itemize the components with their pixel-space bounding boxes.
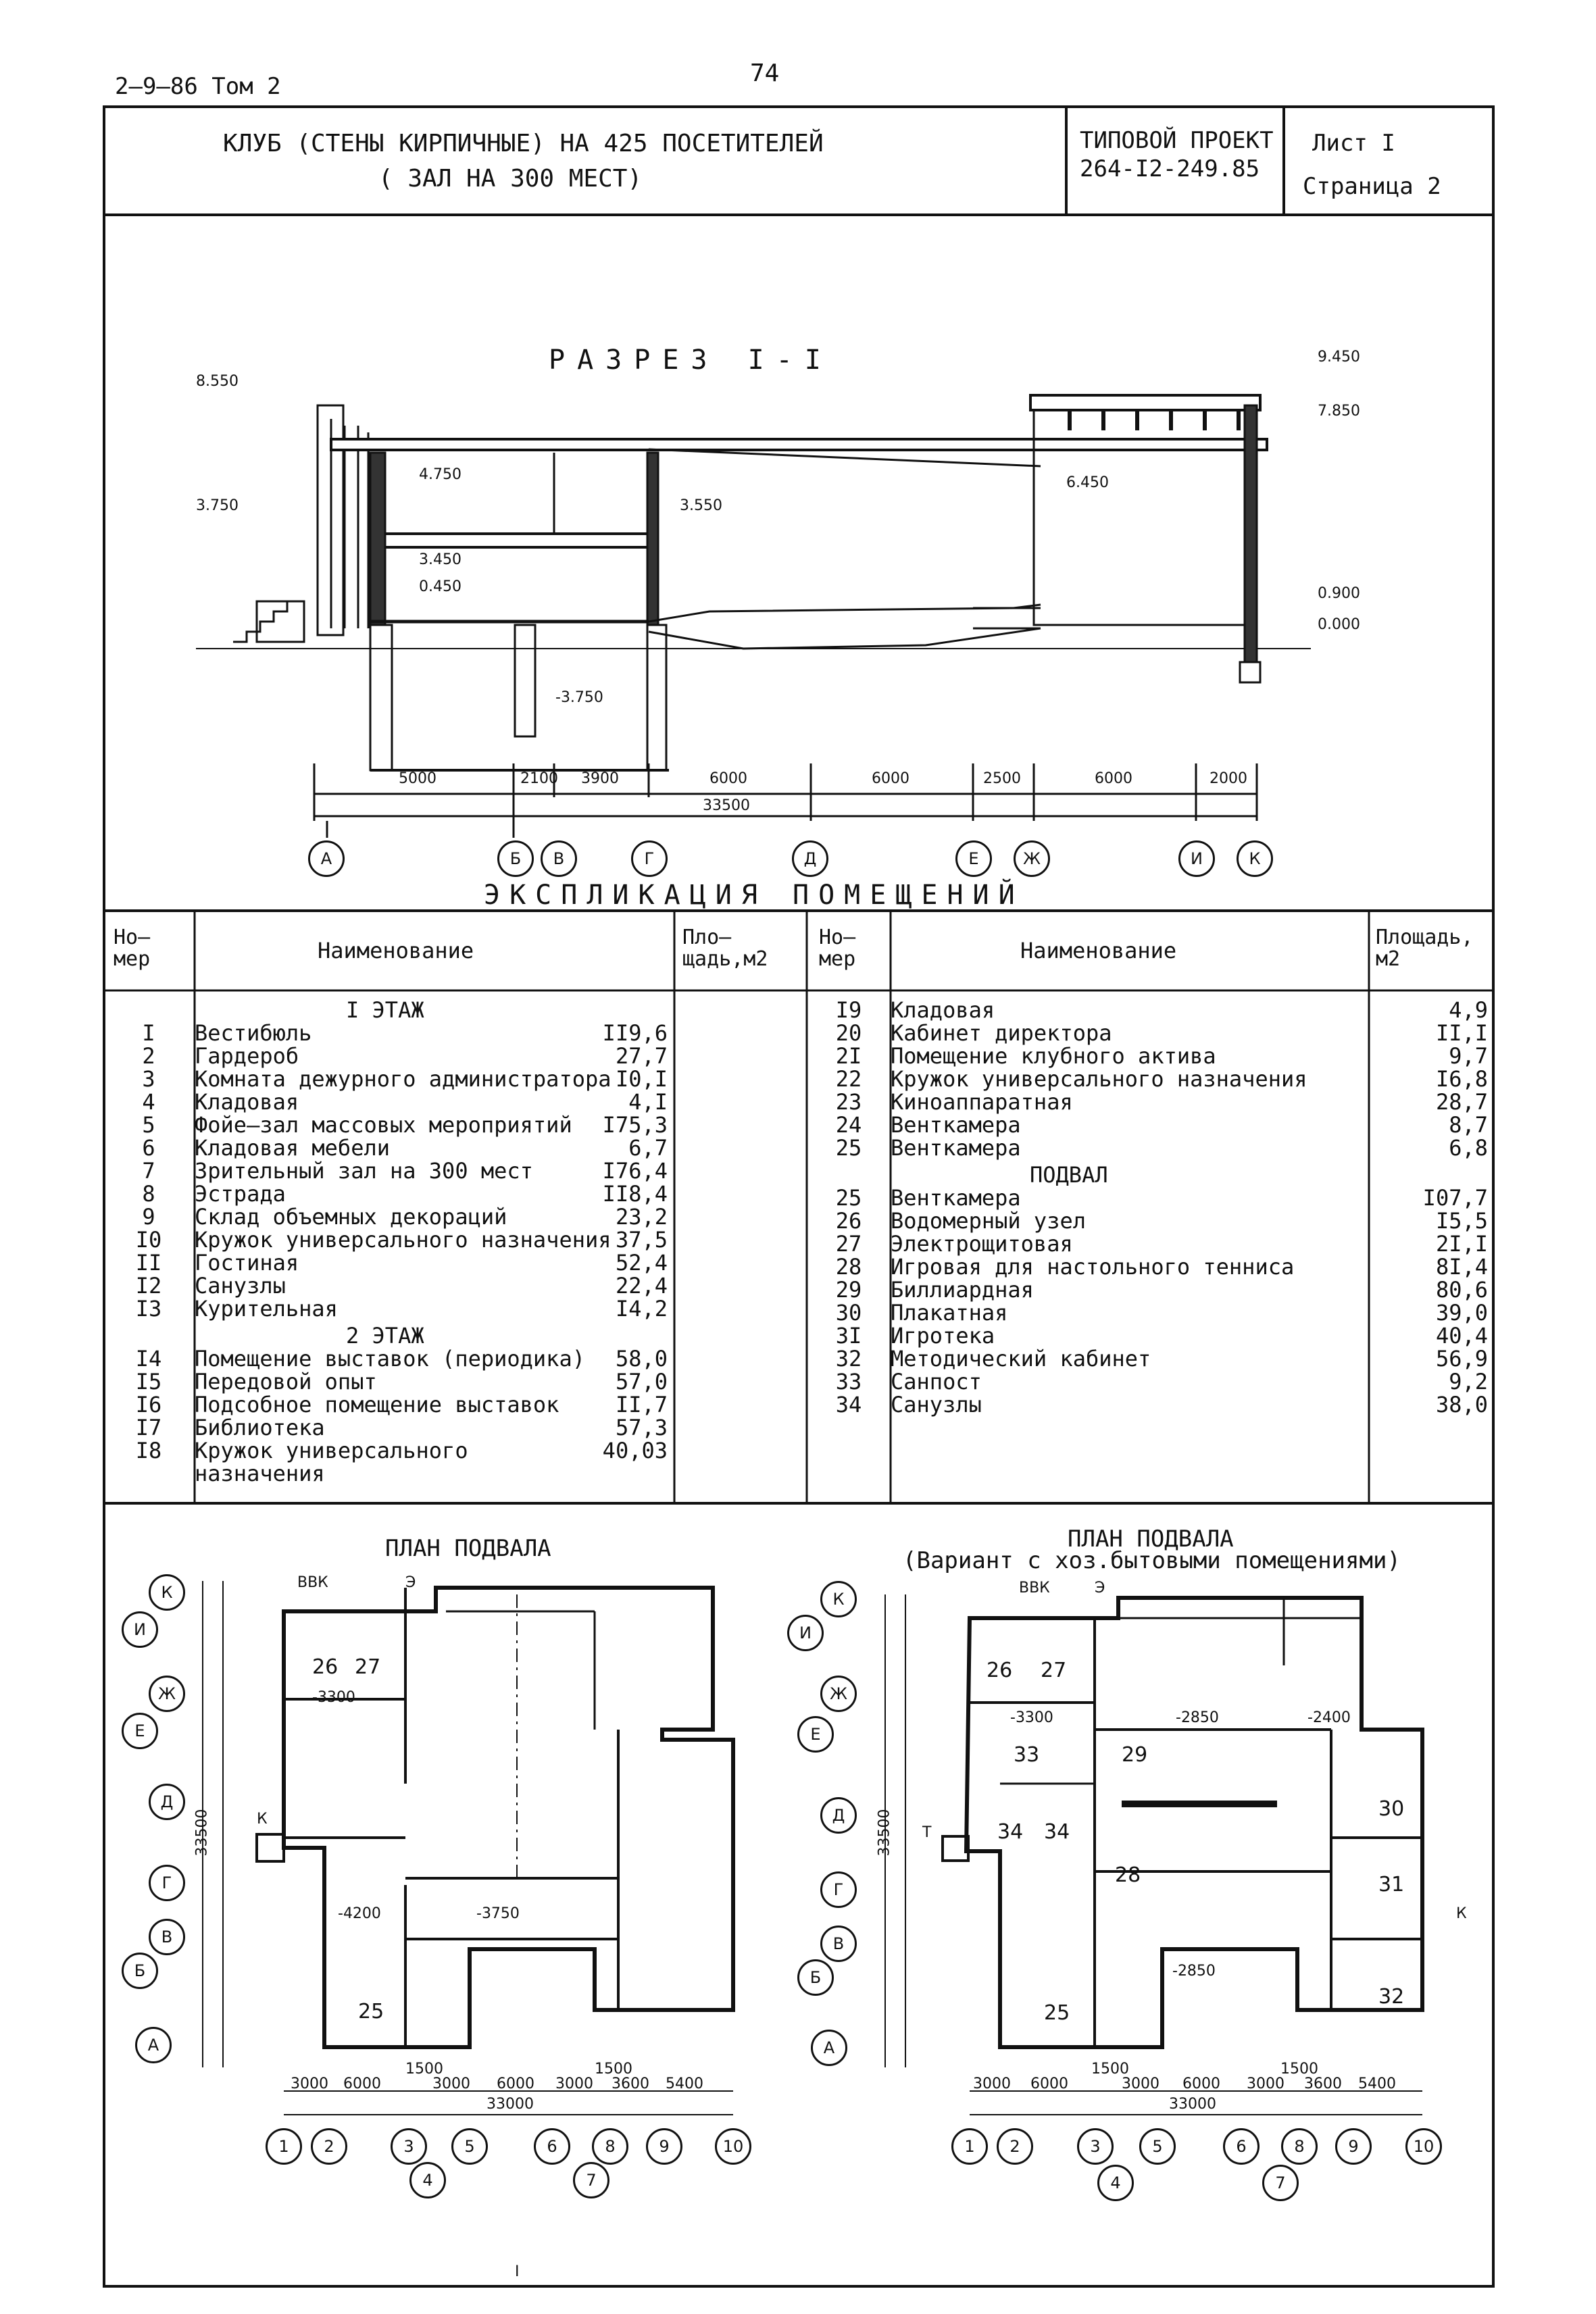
- room-area: 4,9: [1449, 997, 1488, 1023]
- floor-heading: I ЭТАЖ: [346, 997, 424, 1023]
- level-mark: 0.450: [419, 578, 462, 595]
- room-number: 20: [835, 1020, 862, 1046]
- room-area: 8I,4: [1435, 1254, 1488, 1280]
- axis-marker: 6: [1223, 2128, 1260, 2165]
- room-number: 34: [1044, 1820, 1070, 1844]
- floor-heading: ПОДВАЛ: [1030, 1162, 1108, 1188]
- section-dim: 6000: [872, 770, 909, 787]
- pipe-label: К: [257, 1811, 268, 1828]
- room-number: 24: [835, 1112, 862, 1138]
- room-name: Кладовая: [891, 997, 995, 1023]
- room-area: II,I: [1435, 1020, 1488, 1046]
- axis-marker: Д: [149, 1784, 185, 1820]
- axis-marker: В: [149, 1919, 185, 1955]
- plan2-subtitle: (Вариант с хоз.бытовыми помещениями): [903, 1547, 1401, 1574]
- axis-marker: К: [820, 1581, 857, 1617]
- room-name: Эстрада: [195, 1181, 286, 1207]
- room-number: 25: [358, 2000, 384, 2023]
- axis-marker: А: [811, 2030, 847, 2066]
- plan-dim: 6000: [497, 2076, 534, 2092]
- room-area: 40,4: [1435, 1323, 1488, 1349]
- level-mark: 8.550: [196, 373, 239, 390]
- room-area: 27,7: [615, 1043, 668, 1069]
- level-mark: 3.550: [680, 497, 722, 514]
- room-area: 9,2: [1449, 1369, 1488, 1394]
- axis-marker: Е: [122, 1713, 158, 1749]
- room-name: Методический кабинет: [891, 1346, 1151, 1372]
- room-number: 32: [835, 1346, 862, 1372]
- section-dim: 6000: [1095, 770, 1132, 787]
- pipe-label: ВВК: [1019, 1580, 1050, 1596]
- room-number: I2: [135, 1273, 162, 1299]
- axis-marker: 2: [997, 2128, 1033, 2165]
- room-number: I8: [135, 1438, 162, 1463]
- room-area: 40,03: [602, 1438, 668, 1463]
- room-area: I75,3: [602, 1112, 668, 1138]
- page-number: 74: [750, 59, 780, 87]
- room-number: 2: [142, 1043, 155, 1069]
- room-area: 52,4: [615, 1250, 668, 1276]
- section-dim: 5000: [399, 770, 437, 787]
- room-number: I0: [135, 1227, 162, 1253]
- room-area: I76,4: [602, 1158, 668, 1184]
- room-area: I0,I: [615, 1066, 668, 1092]
- axis-marker: Б: [122, 1953, 158, 1989]
- room-name: Помещение клубного актива: [891, 1043, 1216, 1069]
- section-dim: 2000: [1210, 770, 1247, 787]
- level-mark: 7.850: [1318, 403, 1360, 420]
- room-number: 29: [835, 1277, 862, 1303]
- pipe-label: ВВК: [297, 1574, 328, 1591]
- project-title-line2: ( ЗАЛ НА 300 МЕСТ): [378, 165, 643, 193]
- axis-marker: 4: [409, 2162, 446, 2198]
- room-area: 57,0: [615, 1369, 668, 1394]
- room-name: Кружок универсального назначения: [891, 1066, 1307, 1092]
- room-name: Санузлы: [195, 1273, 286, 1299]
- axis-marker: 10: [1405, 2128, 1442, 2165]
- room-number: 8: [142, 1181, 155, 1207]
- room-number: 6: [142, 1135, 155, 1161]
- pipe-label: К: [1456, 1905, 1467, 1922]
- axis-marker: Б: [497, 840, 534, 877]
- room-number: 25: [835, 1185, 862, 1211]
- room-number: 30: [835, 1300, 862, 1326]
- axis-marker: 4: [1097, 2165, 1134, 2201]
- section-dim: 2100: [520, 770, 558, 787]
- room-number: 31: [1378, 1873, 1405, 1896]
- room-area: 38,0: [1435, 1392, 1488, 1417]
- section-title: РАЗРЕЗ I-I: [549, 345, 833, 376]
- page-label: Страница 2: [1303, 173, 1441, 200]
- room-area: 58,0: [615, 1346, 668, 1372]
- axis-marker: 5: [1139, 2128, 1176, 2165]
- room-name: Плакатная: [891, 1300, 1008, 1326]
- axis-marker: Д: [820, 1797, 857, 1834]
- plan-dim: 6000: [1182, 2076, 1220, 2092]
- room-name: Библиотека: [195, 1415, 325, 1440]
- room-name: Электрощитовая: [891, 1231, 1073, 1257]
- room-area: 57,3: [615, 1415, 668, 1440]
- room-name: Венткамера: [891, 1135, 1021, 1161]
- axis-marker: А: [308, 840, 345, 877]
- axis-marker: 6: [534, 2128, 570, 2165]
- project-title-line1: КЛУБ (СТЕНЫ КИРПИЧНЫЕ) НА 425 ПОСЕТИТЕЛЕЙ: [223, 130, 824, 157]
- room-area: 56,9: [1435, 1346, 1488, 1372]
- plan-dim: 3000: [1122, 2076, 1159, 2092]
- axis-marker: Б: [797, 1959, 834, 1996]
- room-name: Кружок универсального назначения: [195, 1438, 468, 1486]
- plan-total-dim-vertical: 33500: [193, 1809, 211, 1857]
- room-area: I6,8: [1435, 1066, 1488, 1092]
- room-number: 27: [355, 1655, 381, 1679]
- room-number: 26: [312, 1655, 339, 1679]
- project-code: 264-I2-249.85: [1080, 155, 1260, 182]
- col-header-area-right: Площадь, м2: [1376, 926, 1474, 971]
- room-area: 6,8: [1449, 1135, 1488, 1161]
- room-number: 4: [142, 1089, 155, 1115]
- room-name: Комната дежурного администратора: [195, 1066, 612, 1092]
- room-area: II,7: [615, 1392, 668, 1417]
- room-area: 22,4: [615, 1273, 668, 1299]
- room-number: 23: [835, 1089, 862, 1115]
- axis-marker: К: [149, 1574, 185, 1611]
- room-number: 25: [1044, 2001, 1070, 2025]
- room-number: I3: [135, 1296, 162, 1322]
- axis-marker: Ж: [149, 1676, 185, 1712]
- axis-marker: 5: [451, 2128, 488, 2165]
- section-dim: 3900: [581, 770, 619, 787]
- room-name: Санпост: [891, 1369, 982, 1394]
- col-header-name-right: Наименование: [1020, 938, 1177, 963]
- plan-total-dim: 33000: [1169, 2096, 1216, 2113]
- room-area: 2I,I: [1435, 1231, 1488, 1257]
- room-number: 27: [835, 1231, 862, 1257]
- room-name: Зрительный зал на 300 мест: [195, 1158, 533, 1184]
- pipe-label: Т: [922, 1824, 932, 1841]
- pipe-label: Э: [1095, 1580, 1105, 1596]
- room-area: 9,7: [1449, 1043, 1488, 1069]
- room-name: Кабинет директора: [891, 1020, 1112, 1046]
- axis-marker: Г: [631, 840, 668, 877]
- axis-marker: И: [122, 1611, 158, 1648]
- axis-marker: 9: [1335, 2128, 1372, 2165]
- room-name: Венткамера: [891, 1112, 1021, 1138]
- room-area: 8,7: [1449, 1112, 1488, 1138]
- room-number: II: [135, 1250, 162, 1276]
- axis-marker: 8: [592, 2128, 628, 2165]
- level-mark: 0.000: [1318, 616, 1360, 633]
- room-area: I07,7: [1422, 1185, 1488, 1211]
- plan-dim: 1500: [1280, 2061, 1318, 2078]
- plan1-title: ПЛАН ПОДВАЛА: [385, 1535, 551, 1562]
- section-cut-label: I: [515, 2263, 520, 2280]
- room-number: I: [142, 1020, 155, 1046]
- col-header-area: Пло– щадь,м2: [682, 926, 768, 971]
- plan-dim: 6000: [343, 2076, 381, 2092]
- pipe-label: Э: [405, 1574, 416, 1591]
- room-number: 3I: [835, 1323, 862, 1349]
- axis-marker: 2: [311, 2128, 347, 2165]
- level-mark: -2400: [1307, 1709, 1351, 1726]
- room-name: Санузлы: [891, 1392, 982, 1417]
- room-number: 28: [1115, 1863, 1141, 1887]
- room-name: Кладовая: [195, 1089, 299, 1115]
- level-mark: 3.450: [419, 551, 462, 568]
- room-number: 30: [1378, 1797, 1405, 1821]
- room-name: Склад объемных декораций: [195, 1204, 507, 1230]
- room-area: II8,4: [602, 1181, 668, 1207]
- room-name: Курительная: [195, 1296, 338, 1322]
- room-area: 4,I: [628, 1089, 668, 1115]
- room-name: Водомерный узел: [891, 1208, 1086, 1234]
- room-name: Венткамера: [891, 1185, 1021, 1211]
- room-number: I6: [135, 1392, 162, 1417]
- axis-marker: 3: [391, 2128, 427, 2165]
- level-mark: 6.450: [1066, 474, 1109, 491]
- plan-dim: 1500: [1091, 2061, 1129, 2078]
- axis-marker: 10: [715, 2128, 751, 2165]
- plan-dim: 3600: [1304, 2076, 1342, 2092]
- plan-dim: 5400: [1358, 2076, 1396, 2092]
- plan-total-dim: 33000: [487, 2096, 534, 2113]
- axis-marker: И: [1178, 840, 1215, 877]
- room-number: 29: [1122, 1743, 1148, 1767]
- room-name: Передовой опыт: [195, 1369, 377, 1394]
- room-number: 34: [997, 1820, 1024, 1844]
- room-number: 33: [1014, 1743, 1040, 1767]
- room-area: 37,5: [615, 1227, 668, 1253]
- col-header-number: Но– мер: [114, 926, 151, 971]
- level-mark: -3750: [476, 1905, 520, 1922]
- level-mark: -3300: [312, 1689, 355, 1706]
- level-mark: 0.900: [1318, 585, 1360, 602]
- room-number: 9: [142, 1204, 155, 1230]
- axis-marker: 7: [1262, 2165, 1299, 2201]
- plan2-title: ПЛАН ПОДВАЛА: [1068, 1526, 1234, 1553]
- plan-dim: 3000: [1247, 2076, 1285, 2092]
- room-name: Игровая для настольного тенниса: [891, 1254, 1295, 1280]
- room-number: 32: [1378, 1985, 1405, 2009]
- room-area: 39,0: [1435, 1300, 1488, 1326]
- room-number: 7: [142, 1158, 155, 1184]
- room-area: I5,5: [1435, 1208, 1488, 1234]
- level-mark: 9.450: [1318, 349, 1360, 366]
- room-number: 26: [987, 1659, 1013, 1682]
- room-area: 80,6: [1435, 1277, 1488, 1303]
- level-mark: -3.750: [555, 689, 603, 706]
- axis-marker: Д: [792, 840, 828, 877]
- axis-marker: Ж: [1014, 840, 1050, 877]
- axis-marker: 3: [1077, 2128, 1114, 2165]
- room-name: Игротека: [891, 1323, 995, 1349]
- room-name: Биллиардная: [891, 1277, 1034, 1303]
- room-number: I5: [135, 1369, 162, 1394]
- room-number: 34: [835, 1392, 862, 1417]
- axis-marker: 8: [1281, 2128, 1318, 2165]
- room-area: 23,2: [615, 1204, 668, 1230]
- axis-marker: А: [135, 2027, 172, 2063]
- room-number: I9: [835, 997, 862, 1023]
- room-number: 5: [142, 1112, 155, 1138]
- room-name: Помещение выставок (периодика): [195, 1346, 585, 1372]
- col-header-number-right: Но– мер: [819, 926, 856, 971]
- room-name: Кладовая мебели: [195, 1135, 390, 1161]
- room-name: Подсобное помещение выставок: [195, 1392, 559, 1417]
- room-number: I7: [135, 1415, 162, 1440]
- sheet-number: Лист I: [1312, 130, 1395, 157]
- level-mark: -3300: [1010, 1709, 1053, 1726]
- plan-dim: 1500: [595, 2061, 632, 2078]
- axis-marker: 1: [951, 2128, 988, 2165]
- room-name: Кружок универсального назначения: [195, 1227, 612, 1253]
- room-name: Фойе–зал массовых мероприятий: [195, 1112, 572, 1138]
- section-dim: 6000: [709, 770, 747, 787]
- axis-marker: 1: [266, 2128, 302, 2165]
- axis-marker: Е: [797, 1716, 834, 1753]
- level-mark: 4.750: [419, 466, 462, 483]
- plan-total-dim-vertical: 33500: [876, 1809, 893, 1857]
- axis-marker: Г: [149, 1865, 185, 1901]
- axis-marker: И: [787, 1615, 824, 1651]
- level-mark: 3.750: [196, 497, 239, 514]
- explication-title: ЭКСПЛИКАЦИЯ ПОМЕЩЕНИЙ: [484, 880, 1024, 911]
- plan-dim: 3000: [555, 2076, 593, 2092]
- document-reference: 2–9–86 Том 2: [115, 73, 281, 100]
- plan-dim: 1500: [405, 2061, 443, 2078]
- plan-dim: 3000: [432, 2076, 470, 2092]
- axis-marker: 7: [573, 2162, 609, 2198]
- axis-marker: 9: [646, 2128, 682, 2165]
- plan-dim: 3000: [291, 2076, 328, 2092]
- room-name: Гостиная: [195, 1250, 299, 1276]
- room-number: 27: [1041, 1659, 1067, 1682]
- section-dim: 2500: [983, 770, 1021, 787]
- room-area: II9,6: [602, 1020, 668, 1046]
- room-name: Гардероб: [195, 1043, 299, 1069]
- room-number: 28: [835, 1254, 862, 1280]
- plan-dim: 6000: [1030, 2076, 1068, 2092]
- room-number: 2I: [835, 1043, 862, 1069]
- col-header-name: Наименование: [318, 938, 474, 963]
- axis-marker: К: [1237, 840, 1273, 877]
- room-number: 26: [835, 1208, 862, 1234]
- room-number: I4: [135, 1346, 162, 1372]
- plan-dim: 3600: [612, 2076, 649, 2092]
- axis-marker: В: [541, 840, 577, 877]
- room-number: 22: [835, 1066, 862, 1092]
- room-area: I4,2: [615, 1296, 668, 1322]
- room-number: 25: [835, 1135, 862, 1161]
- axis-marker: Ж: [820, 1676, 857, 1712]
- axis-marker: Е: [955, 840, 992, 877]
- room-name: Киноаппаратная: [891, 1089, 1073, 1115]
- plan-dim: 3000: [973, 2076, 1011, 2092]
- room-area: 28,7: [1435, 1089, 1488, 1115]
- plan-dim: 5400: [666, 2076, 703, 2092]
- room-number: 3: [142, 1066, 155, 1092]
- level-mark: -2850: [1172, 1963, 1216, 1980]
- room-name: Вестибюль: [195, 1020, 312, 1046]
- level-mark: -2850: [1176, 1709, 1219, 1726]
- axis-marker: В: [820, 1926, 857, 1962]
- room-number: 33: [835, 1369, 862, 1394]
- axis-marker: Г: [820, 1871, 857, 1908]
- level-mark: -4200: [338, 1905, 381, 1922]
- floor-heading: 2 ЭТАЖ: [346, 1323, 424, 1349]
- project-type-label: ТИПОВОЙ ПРОЕКТ: [1080, 127, 1274, 154]
- section-total-dim: 33500: [703, 797, 750, 814]
- room-area: 6,7: [628, 1135, 668, 1161]
